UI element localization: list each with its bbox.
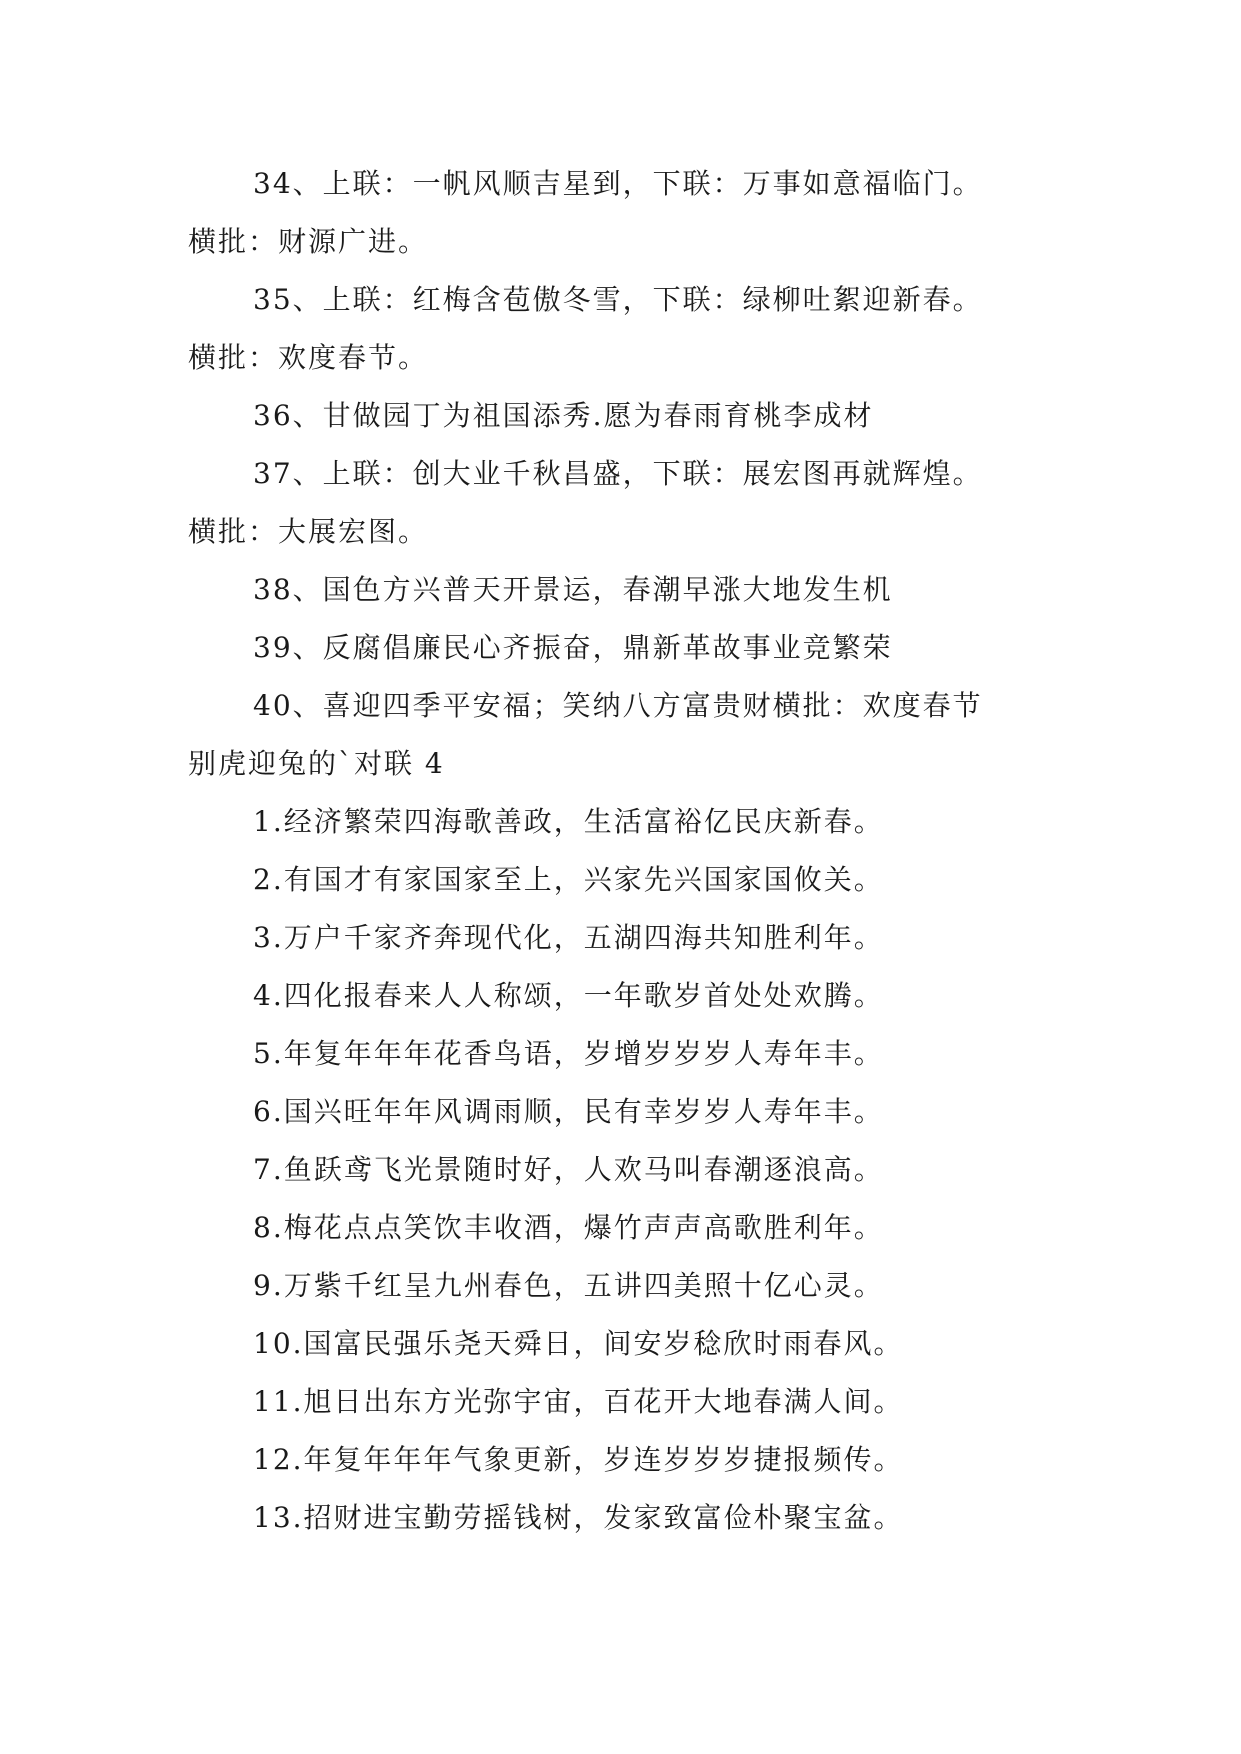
couplet-37-heading-line: 横批：大展宏图。 xyxy=(188,515,429,548)
list-item-11: 11.旭日出东方光弥宇宙，百花开大地春满人间。 xyxy=(253,1385,904,1418)
section-heading: 别虎迎兔的`对联 4 xyxy=(188,747,445,780)
couplet-36-line: 36、甘做园丁为祖国添秀.愿为春雨育桃李成材 xyxy=(253,399,874,432)
list-item-9: 9.万紫千红呈九州春色，五讲四美照十亿心灵。 xyxy=(253,1269,884,1302)
couplet-37-line: 37、上联：创大业千秋昌盛，下联：展宏图再就辉煌。 xyxy=(253,457,983,490)
list-item-6: 6.国兴旺年年风调雨顺，民有幸岁岁人寿年丰。 xyxy=(253,1095,884,1128)
list-item-3: 3.万户千家齐奔现代化，五湖四海共知胜利年。 xyxy=(253,921,884,954)
couplet-34-heading-line: 横批：财源广进。 xyxy=(188,225,429,258)
couplet-38-line: 38、国色方兴普天开景运，春潮早涨大地发生机 xyxy=(253,573,893,606)
list-item-4: 4.四化报春来人人称颂，一年歌岁首处处欢腾。 xyxy=(253,979,884,1012)
couplet-34-line: 34、上联：一帆风顺吉星到，下联：万事如意福临门。 xyxy=(253,167,983,200)
list-item-12: 12.年复年年年气象更新，岁连岁岁岁捷报频传。 xyxy=(253,1443,904,1476)
list-item-13: 13.招财进宝勤劳摇钱树，发家致富俭朴聚宝盆。 xyxy=(253,1501,904,1534)
couplet-35-line: 35、上联：红梅含苞傲冬雪，下联：绿柳吐絮迎新春。 xyxy=(253,283,983,316)
couplet-39-line: 39、反腐倡廉民心齐振奋，鼎新革故事业竞繁荣 xyxy=(253,631,893,664)
list-item-10: 10.国富民强乐尧天舜日，间安岁稔欣时雨春风。 xyxy=(253,1327,904,1360)
couplet-35-heading-line: 横批：欢度春节。 xyxy=(188,341,429,374)
list-item-2: 2.有国才有家国家至上，兴家先兴国家国攸关。 xyxy=(253,863,884,896)
list-item-7: 7.鱼跃鸢飞光景随时好，人欢马叫春潮逐浪高。 xyxy=(253,1153,884,1186)
list-item-8: 8.梅花点点笑饮丰收酒，爆竹声声高歌胜利年。 xyxy=(253,1211,884,1244)
list-item-1: 1.经济繁荣四海歌善政，生活富裕亿民庆新春。 xyxy=(253,805,884,838)
couplet-40-line: 40、喜迎四季平安福；笑纳八方富贵财横批：欢度春节 xyxy=(253,689,983,722)
list-item-5: 5.年复年年年花香鸟语，岁增岁岁岁人寿年丰。 xyxy=(253,1037,884,1070)
document-body xyxy=(188,155,1068,1547)
